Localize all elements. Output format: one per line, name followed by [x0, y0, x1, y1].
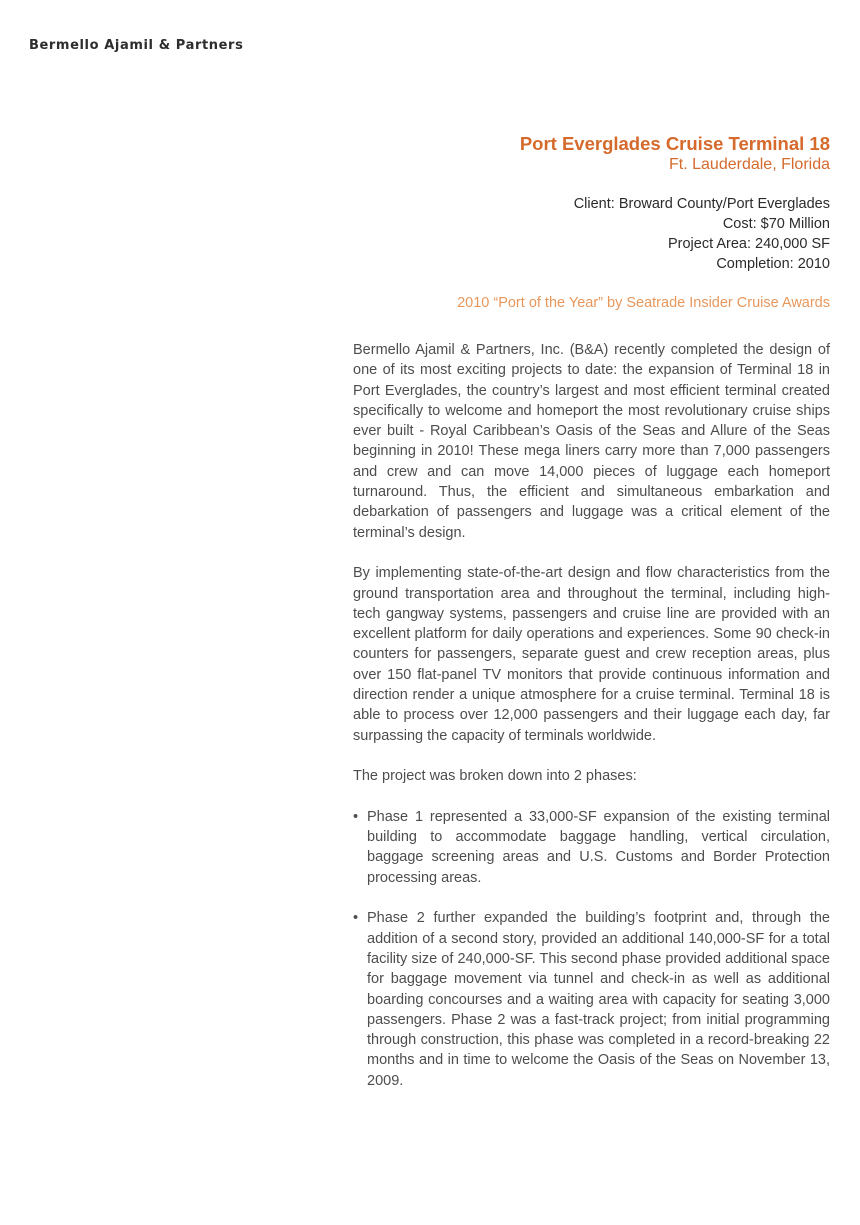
bullet-mark: • — [353, 808, 359, 825]
cost-line: Cost: $70 Million — [722, 216, 830, 232]
list-item — [353, 908, 830, 1091]
phase-1-text: Phase 1 represented a 33,000-SF expansion of the existing terminal building to accommodate baggage handling, vertical circulation, baggage screening areas and U.S. Customs and Border Protection processing areas. — [367, 808, 830, 886]
phases-intro: The project was broken down into 2 phases: — [353, 768, 637, 785]
body-text — [353, 340, 830, 1111]
project-location: Ft. Lauderdale, Florida — [669, 156, 830, 173]
bullet-mark: • — [353, 910, 359, 927]
project-title: Port Everglades Cruise Terminal 18 — [519, 133, 830, 154]
paragraph-intro: Bermello Ajamil & Partners, Inc. (B&A) recently completed the design of one of its most exciting projects to date: the expansion of Terminal 18 in Port Everglades, the country’s largest and most efficient terminal created specifically to welcome and homeport the most revolutionary cruise ships ever built - Royal Caribbean’s Oasis of the Seas and Allure of the Seas beginning in 2010! These mega liners carry more than 7,000 passengers and crew and can move 14,000 pieces of luggage each homeport turnaround. Thus, the efficient and simultaneous embarkation and debarkation of passengers and luggage was a critical element of the terminal’s design. — [353, 342, 830, 541]
award-line: 2010 “Port of the Year” by Seatrade Insider Cruise Awards — [457, 295, 830, 311]
firm-logo-text: Bermello Ajamil & Partners — [29, 38, 244, 53]
phase-2-text: Phase 2 further expanded the building’s footprint and, through the addition of a second story, provided an additional 140,000-SF for a total facility size of 240,000-SF. This second phase provided additional space for baggage movement via tunnel and check-in as well as additional boarding concourses and a waiting area with capacity for seating 3,000 passengers. Phase 2 was a fast-track project; from initial programming through construction, this phase was completed in a record-breaking 22 months and in time to welcome the Oasis of the Seas on November 13, 2009. — [367, 910, 830, 1089]
completion-line: Completion: 2010 — [716, 256, 830, 272]
area-line: Project Area: 240,000 SF — [667, 236, 830, 252]
list-item — [353, 807, 830, 888]
project-facts — [350, 194, 830, 274]
client-line: Client: Broward County/Port Everglades — [573, 196, 830, 212]
paragraph-features: By implementing state-of-the-art design and flow characteristics from the ground transportation area and throughout the terminal, including high-tech gangway systems, passengers and cruise line are provided with an excellent platform for daily operations and experiences. Some 90 check-in counters for passengers, separate guest and crew reception areas, plus over 150 flat-panel TV monitors that provide continuous information and direction render a unique atmosphere for a cruise terminal. Terminal 18 is able to process over 12,000 passengers and their luggage each day, far surpassing the capacity of terminals worldwide. — [353, 565, 830, 744]
project-header — [350, 133, 830, 313]
